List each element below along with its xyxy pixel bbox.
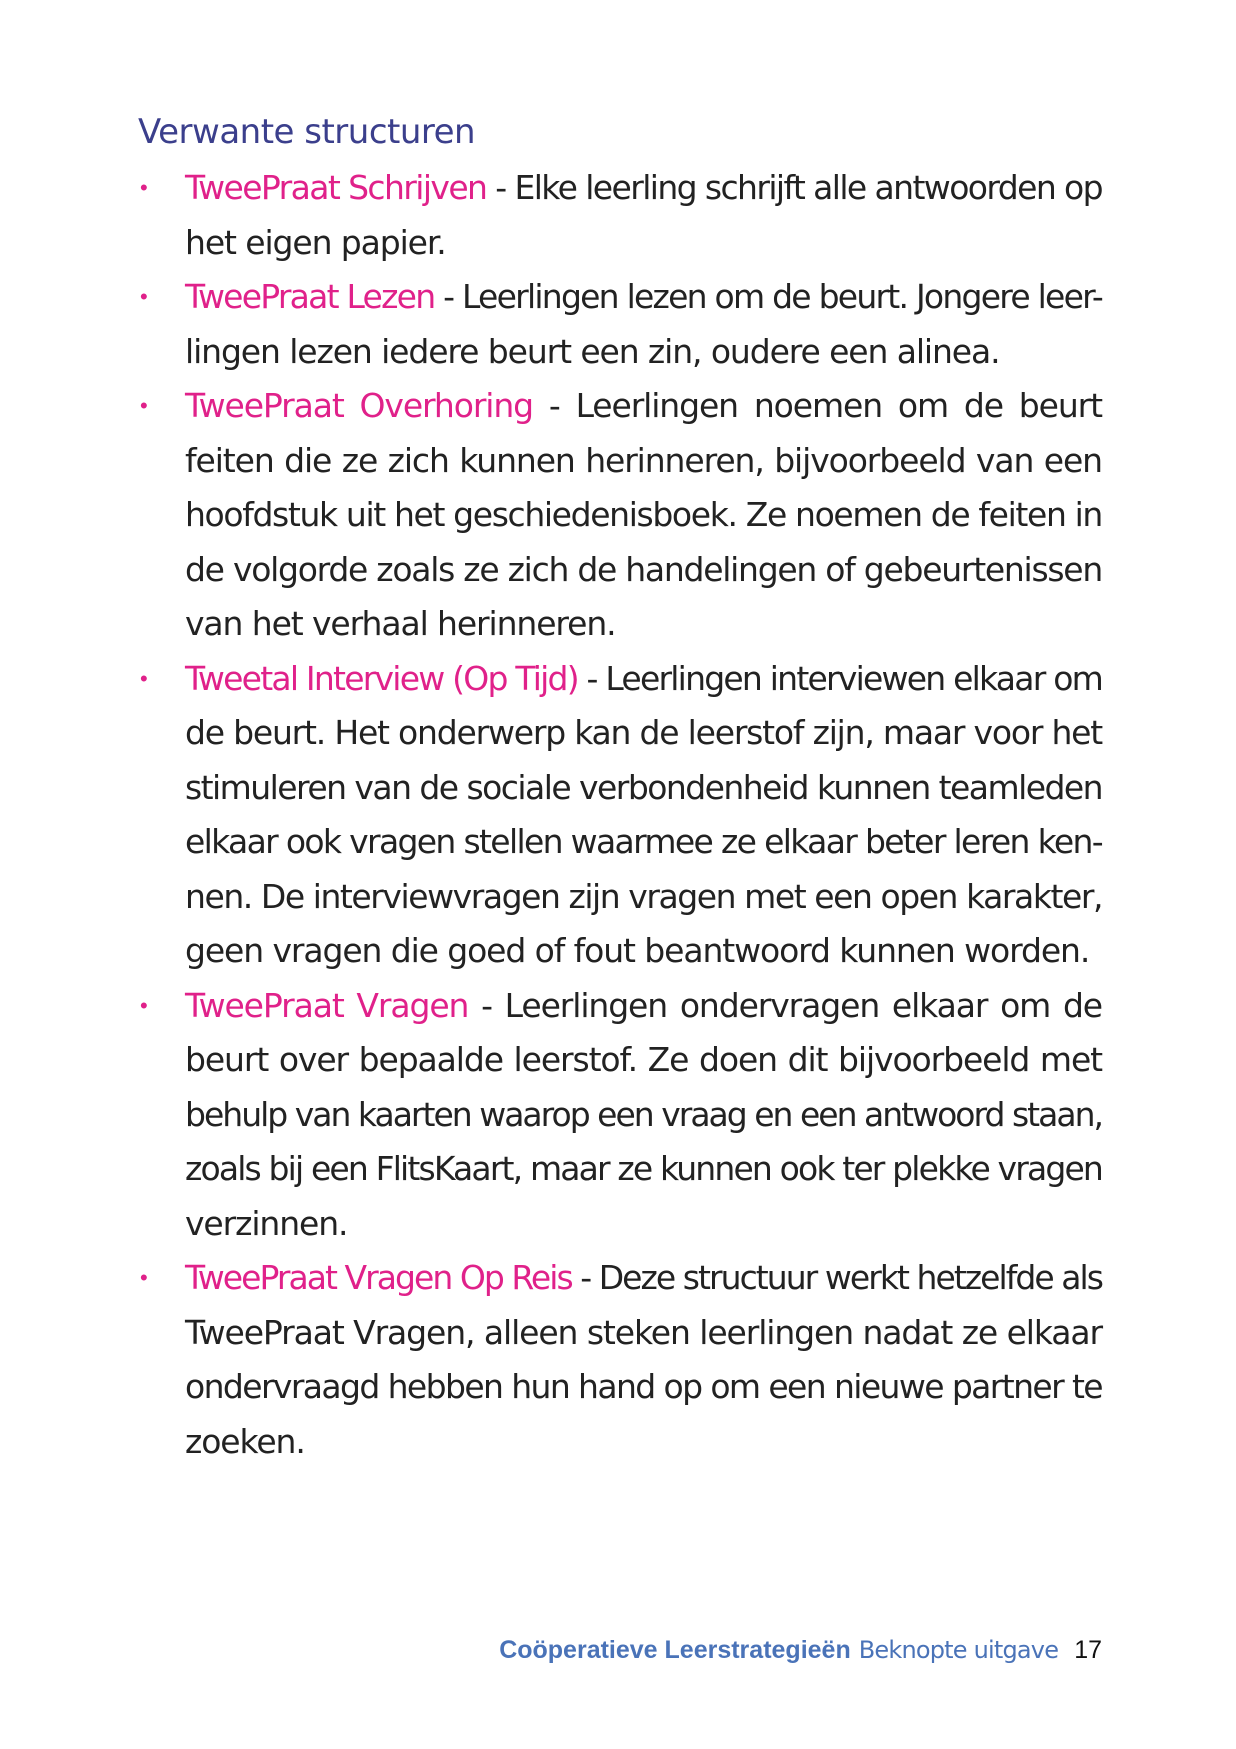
bullet-icon: • (140, 992, 148, 1018)
structure-description: zoals bij een FlitsKaart, maar ze kunnen ook ter plekke vragen (185, 1149, 1102, 1188)
structure-description: beurt over bepaalde leerstof. Ze doen dit bijvoorbeeld met (185, 1040, 1102, 1079)
text-line (185, 597, 1102, 652)
related-structures-list (138, 161, 1102, 1469)
page-number: 17 (1074, 1636, 1102, 1664)
structure-name: TweePraat Overhoring (185, 386, 534, 425)
structure-description: feiten die ze zich kunnen herinneren, bijvoorbeeld van een (185, 440, 1102, 480)
text-line (185, 761, 1102, 816)
text-line (185, 870, 1102, 925)
text-line (185, 488, 1102, 543)
text-line (185, 1142, 1102, 1197)
text-line (185, 979, 1102, 1034)
text-line (185, 270, 1102, 325)
structure-description: - Leerlingen lezen om de beurt. Jongere leer- (434, 277, 1102, 316)
structure-name: TweePraat Lezen (185, 277, 435, 316)
structure-description: lingen lezen iedere beurt een zin, oudere een alinea. (185, 331, 1000, 371)
text-line (185, 543, 1102, 598)
footer-edition: Beknopte uitgave (858, 1636, 1059, 1664)
structure-description: van het verhaal herinneren. (185, 604, 616, 643)
structure-name: TweePraat Vragen (185, 985, 469, 1025)
bullet-icon: • (140, 175, 148, 200)
text-line (185, 924, 1102, 979)
bullet-icon: • (140, 665, 148, 691)
structure-description: - Deze structuur werkt hetzelfde als (571, 1258, 1102, 1297)
structure-name: Tweetal Interview (Op Tijd) (185, 658, 578, 698)
text-line (185, 1197, 1102, 1252)
section-heading: Verwante structuren (138, 112, 476, 152)
page-footer (499, 1636, 1102, 1665)
structure-description: - Leerlingen interviewen elkaar om (577, 658, 1103, 698)
text-line (185, 1088, 1102, 1143)
structure-description: - Leerlingen ondervragen elkaar om de (468, 985, 1103, 1025)
text-line (185, 706, 1102, 761)
list-item (138, 652, 1102, 979)
text-line (185, 216, 1102, 271)
text-line (185, 379, 1102, 434)
structure-name: TweePraat Schrijven (185, 168, 487, 207)
structure-description: behulp van kaarten waarop een vraag en een antwoord staan, (185, 1094, 1102, 1134)
bullet-icon: • (140, 393, 148, 418)
structure-description: TweePraat Vragen, alleen steken leerlingen nadat ze elkaar (185, 1312, 1102, 1352)
structure-description: stimuleren van de sociale verbondenheid kunnen teamleden (185, 767, 1102, 807)
structure-description: verzinnen. (185, 1203, 348, 1243)
structure-description: nen. De interviewvragen zijn vragen met een open karakter, (185, 876, 1102, 916)
text-line (185, 652, 1102, 707)
list-item (138, 161, 1102, 270)
structure-description: ondervraagd hebben hun hand op om een nieuwe partner te (185, 1367, 1102, 1406)
structure-description: - Elke leerling schrijft alle antwoorden op (486, 168, 1102, 207)
structure-description: de beurt. Het onderwerp kan de leerstof zijn, maar voor het (185, 713, 1102, 752)
footer-book-title: Coöperatieve Leerstrategieën (499, 1636, 851, 1664)
structure-description: elkaar ook vragen stellen waarmee ze elkaar beter leren ken- (185, 822, 1102, 861)
text-line (185, 325, 1102, 380)
list-item (138, 979, 1102, 1252)
bullet-icon: • (140, 1265, 148, 1290)
structure-description: geen vragen die goed of fout beantwoord kunnen worden. (185, 931, 1090, 970)
text-line (185, 1360, 1102, 1415)
list-item (138, 379, 1102, 652)
text-line (185, 1251, 1102, 1306)
text-line (185, 1306, 1102, 1361)
text-line (185, 1415, 1102, 1470)
bullet-icon: • (140, 284, 148, 309)
structure-description: - Leerlingen noemen om de beurt (533, 386, 1102, 425)
text-line (185, 161, 1102, 216)
list-item (138, 270, 1102, 379)
structure-description: de volgorde zoals ze zich de handelingen of gebeurtenissen (185, 549, 1102, 589)
structure-description: zoeken. (185, 1421, 305, 1461)
text-line (185, 434, 1102, 489)
structure-description: het eigen papier. (185, 222, 446, 262)
text-line (185, 1033, 1102, 1088)
structure-name: TweePraat Vragen Op Reis (185, 1258, 572, 1297)
structure-description: hoofdstuk uit het geschiedenisboek. Ze noemen de feiten in (185, 495, 1102, 534)
text-line (185, 815, 1102, 870)
list-item (138, 1251, 1102, 1469)
